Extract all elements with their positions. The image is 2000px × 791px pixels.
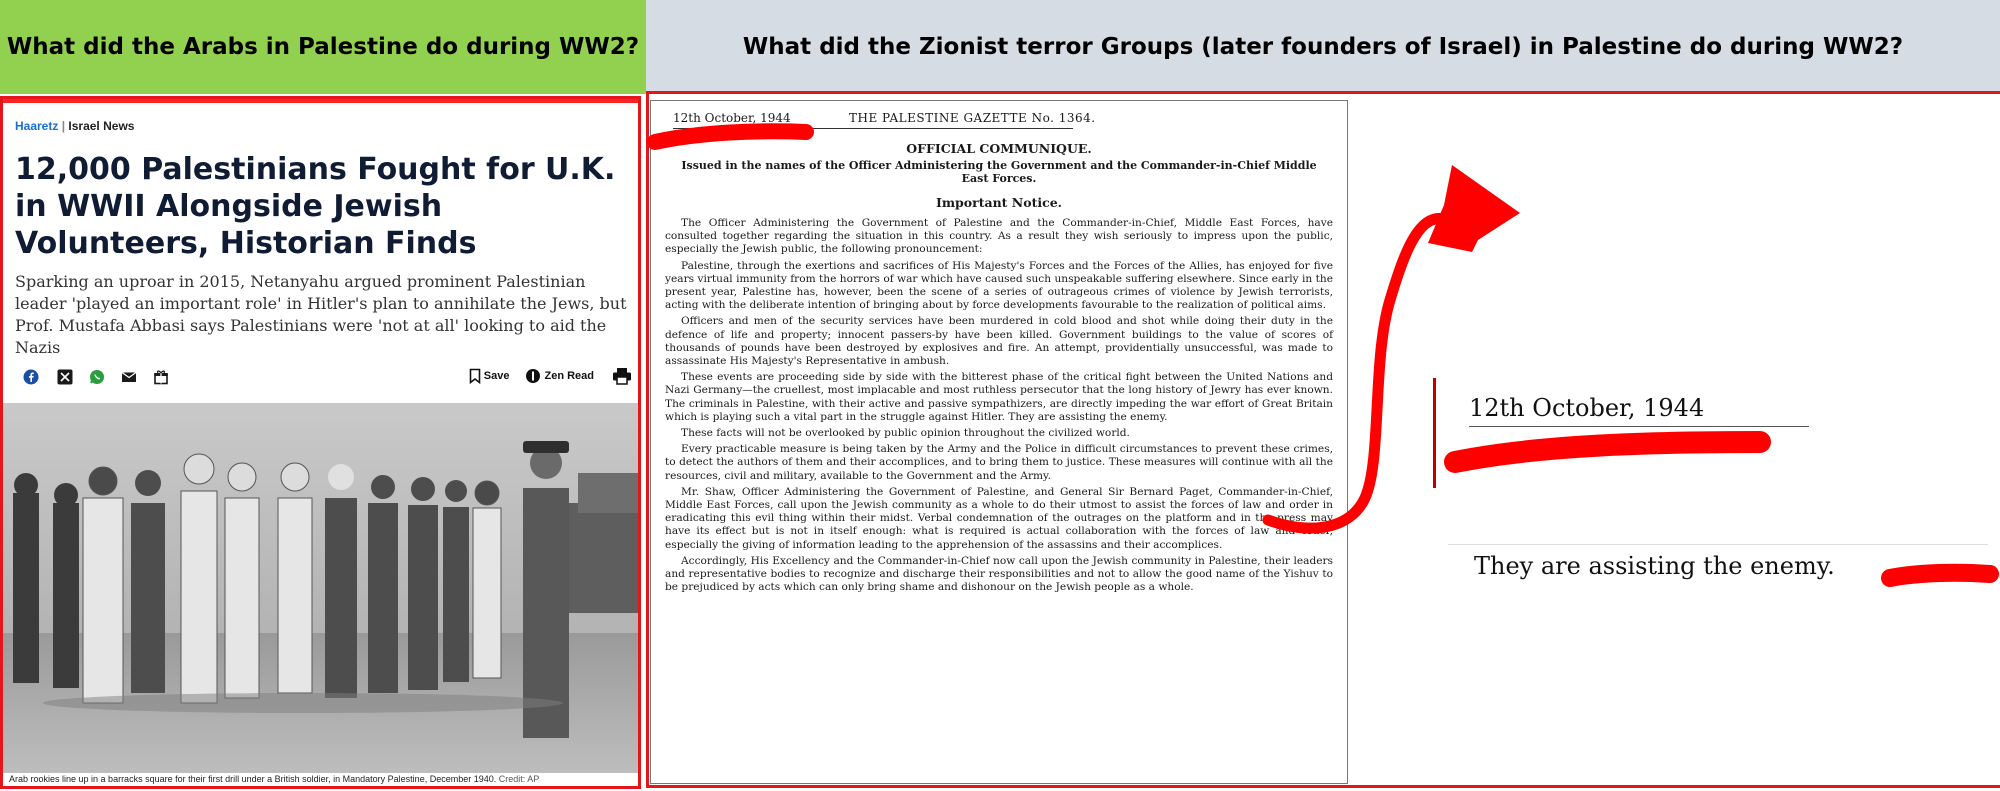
caption-text: Arab rookies line up in a barracks square for their first drill under a British soldier, in Mandatory Palestine, December 1940. — [9, 774, 497, 784]
gazette-date: 12th October, 1944 — [673, 111, 791, 125]
x-icon[interactable] — [57, 369, 73, 385]
gazette-paragraph: These events are proceeding side by side with the bitterest phase of the critical fight between the United Nations and Nazi Germany—the cruellest, most implacable and most ruthless persecutor that the long history of Jewry has ever known. The criminals in Palestine, with their active and passive sympathizers, are directly impeding the war effort of Great Britain which is playing such a vital part in the struggle against Hitler. They are assisting the enemy. — [665, 371, 1333, 423]
print-icon[interactable] — [612, 367, 632, 385]
right-question-header — [646, 0, 2000, 94]
gazette-paragraph: Palestine, through the exertions and sacrifices of His Majesty's Forces and the Forces of the Allies, has enjoyed for five years virtual immunity from the horrors of war which have caused such unspeakable suffering elsewhere. Since early in the present year, Palestine has, however, been the scene of a series of outrageous crimes of violence by Jewish terrorists, acting with the deliberate intention of bringing about by force developments favourable to the realization of political aims. — [665, 259, 1333, 312]
breadcrumb-separator: | — [61, 119, 66, 133]
zoom-date-bar — [1433, 378, 1436, 488]
zoom-quote-text: They are assisting the enemy. — [1474, 552, 1835, 580]
gift-icon[interactable] — [153, 369, 169, 385]
zen-read-button[interactable] — [525, 368, 594, 384]
haaretz-article-panel — [0, 96, 641, 789]
breadcrumb — [15, 119, 134, 133]
facebook-icon[interactable] — [23, 369, 39, 385]
photo-caption — [9, 774, 539, 784]
zoom-quote-excerpt — [1448, 544, 2000, 594]
gazette-body — [665, 217, 1333, 597]
zoom-date-rule — [1469, 426, 1809, 427]
left-question-text: What did the Arabs in Palestine do during WW2? — [6, 34, 640, 60]
bookmark-icon — [469, 368, 481, 384]
email-icon[interactable] — [121, 369, 137, 385]
gazette-paragraph: These facts will not be overlooked by public opinion throughout the civilized world. — [681, 427, 1130, 440]
zen-read-icon — [525, 368, 541, 384]
gazette-notice-title: Important Notice. — [935, 195, 1063, 210]
article-photo — [3, 403, 638, 773]
share-actions-right — [469, 367, 632, 385]
article-subhead: Sparking an uproar in 2015, Netanyahu argued prominent Palestinian leader 'played an important role' in Hitler's plan to annihilate the Jews, but Prof. Mustafa Abbasi says Palestinians were 'not at all' looking to aid the Nazis — [15, 272, 627, 357]
zoom-quote-rule — [1448, 544, 1988, 545]
breadcrumb-site-link[interactable]: Haaretz — [15, 119, 59, 133]
gazette-paragraph: The Officer Administering the Government of Palestine and the Commander-in-Chief, Middle East Forces, have consulted together regarding the situation in this country. As a result they wish seriously to impress upon the public, especially the Jewish public, the following pronouncement: — [665, 217, 1333, 256]
save-label: Save — [483, 370, 510, 382]
palestine-gazette-document — [650, 100, 1348, 784]
gazette-paragraph: Every practicable measure is being taken by the Army and the Police in difficult circumstances to prevent these crimes, to detect the authors of them and their accomplices, and to bring them to justice. These measures will continue with all the resources, civil and military, available to the Government and the Army. — [665, 443, 1333, 482]
gazette-paragraph: Officers and men of the security services have been murdered in cold blood and shot while doing their duty in the defence of life and property; innocent passers-by have been killed. Government buildings to the value of scores of thousands of pounds have been destroyed by explosives and fire. An attempt, providentially unsuccessful, was made to assassinate His Majesty's Representative in ambush. — [665, 315, 1333, 368]
zoom-date-excerpt — [1433, 378, 1833, 488]
left-question-header — [0, 0, 646, 94]
gazette-header-rule — [673, 128, 1073, 129]
gazette-paragraph: Mr. Shaw, Officer Administering the Government of Palestine, and General Sir Bernard Paget, Commander-in-Chief, Middle East Forces, call upon the Jewish community as a whole to do their utmost to assist the forces of law and order in eradicating this evil thing within their midst. Verbal condemnation of the outrages on the platform and in the press may have its effect but is not in itself enough: what is required is actual collaboration with the forces of law and order, especially the giving of information leading to the apprehension of the assassins and their accomplices. — [665, 485, 1333, 551]
breadcrumb-section-link[interactable]: Israel News — [68, 119, 135, 133]
gazette-paragraph: Accordingly, His Excellency and the Commander-in-Chief now call upon the Jewish community in Palestine, their leaders and representative bodies to recognize and discharge their responsibilities and not to allow the good name of the Yishuv to be prejudiced by acts which can only bring shame and dishonour on the Jewish people as a whole. — [665, 554, 1333, 594]
share-toolbar — [3, 361, 638, 397]
zoom-date-text: 12th October, 1944 — [1469, 394, 1705, 422]
article-headline: 12,000 Palestinians Fought for U.K. in WWII Alongside Jewish Volunteers, Historian Finds — [15, 152, 616, 261]
gazette-name: THE PALESTINE GAZETTE No. 1364. — [849, 111, 1096, 125]
save-button[interactable] — [469, 368, 510, 384]
right-question-text: What did the Zionist terror Groups (later founders of Israel) in Palestine do during WW2? — [742, 34, 1904, 60]
gazette-issued-line: Issued in the names of the Officer Administering the Government and the Commander-in-Chief Middle East Forces. — [681, 159, 1317, 185]
zen-read-label: Zen Read — [544, 370, 594, 382]
soldiers-drill-photo — [3, 403, 638, 773]
whatsapp-icon[interactable] — [89, 369, 105, 385]
gazette-communique-title: OFFICIAL COMMUNIQUE. — [906, 141, 1092, 156]
caption-credit: Credit: AP — [498, 774, 540, 784]
